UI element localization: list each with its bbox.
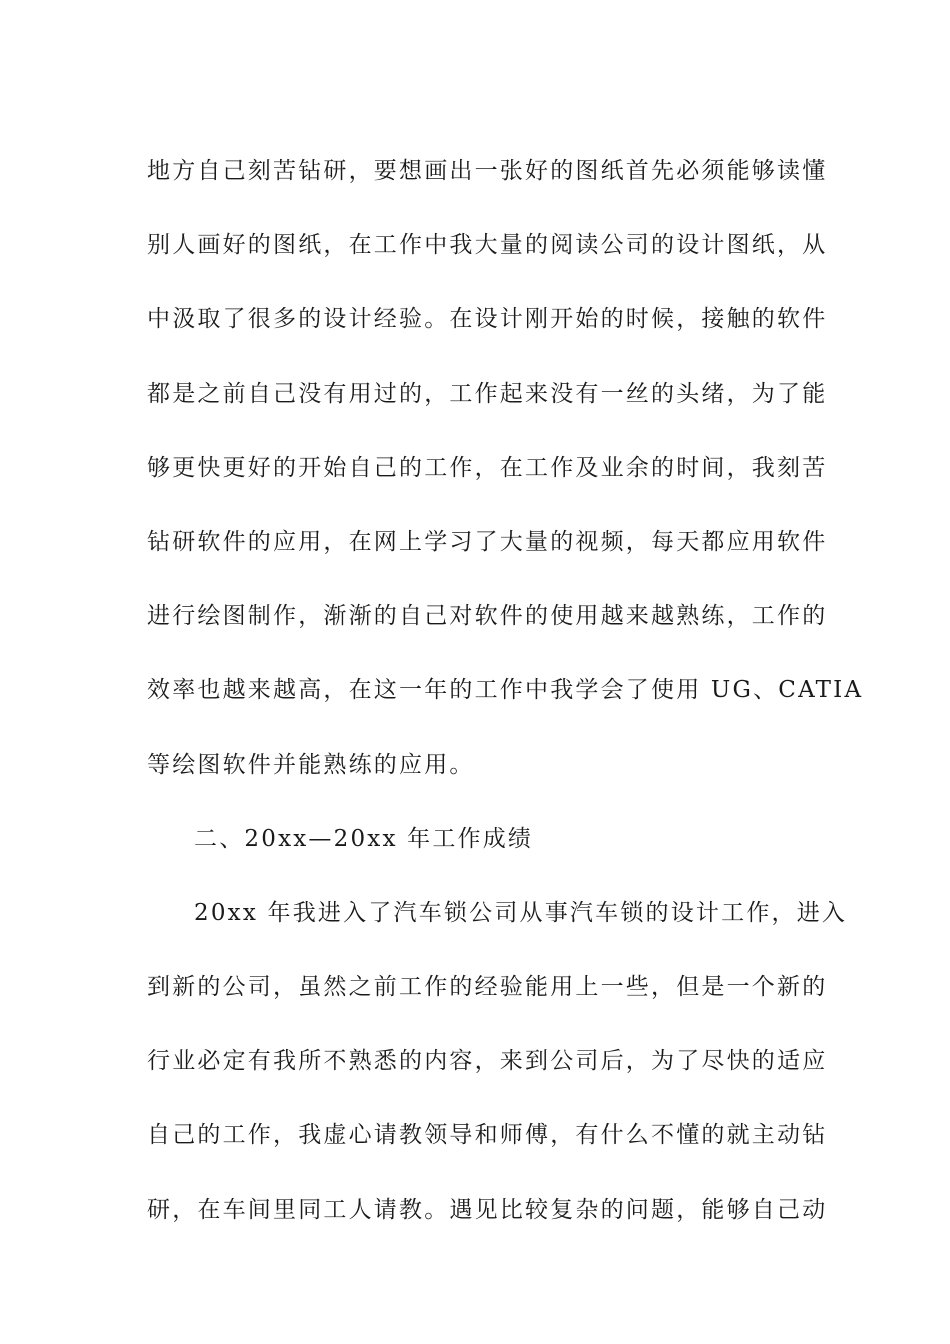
text-line: 行业必定有我所不熟悉的内容，来到公司后，为了尽快的适应 bbox=[147, 1048, 828, 1075]
text-line: 等绘图软件并能熟练的应用。 bbox=[147, 751, 475, 778]
body-text bbox=[147, 134, 864, 1247]
text-line: 地方自己刻苦钻研，要想画出一张好的图纸首先必须能够读懂 bbox=[147, 158, 828, 184]
text-line: 中汲取了很多的设计经验。在设计刚开始的时候，接触的软件 bbox=[147, 306, 828, 333]
section-heading: 二、20xx—20xx 年工作成绩 bbox=[194, 825, 534, 852]
text-line: 20xx 年我进入了汽车锁公司从事汽车锁的设计工作，进入 bbox=[194, 899, 848, 926]
text-line: 都是之前自己没有用过的，工作起来没有一丝的头绪，为了能 bbox=[147, 380, 828, 407]
text-line: 别人画好的图纸，在工作中我大量的阅读公司的设计图纸，从 bbox=[147, 232, 828, 259]
text-line: 够更快更好的开始自己的工作，在工作及业余的时间，我刻苦 bbox=[147, 454, 828, 481]
text-line: 进行绘图制作，渐渐的自己对软件的使用越来越熟练，工作的 bbox=[147, 603, 828, 630]
text-line: 到新的公司，虽然之前工作的经验能用上一些，但是一个新的 bbox=[147, 974, 828, 1001]
text-line: 钻研软件的应用，在网上学习了大量的视频，每天都应用软件 bbox=[147, 528, 828, 555]
text-line: 效率也越来越高，在这一年的工作中我学会了使用 UG、CATIA bbox=[147, 677, 864, 704]
text-line: 自己的工作，我虚心请教领导和师傅，有什么不懂的就主动钻 bbox=[147, 1122, 828, 1149]
text-line: 研，在车间里同工人请教。遇见比较复杂的问题，能够自己动 bbox=[147, 1196, 828, 1223]
